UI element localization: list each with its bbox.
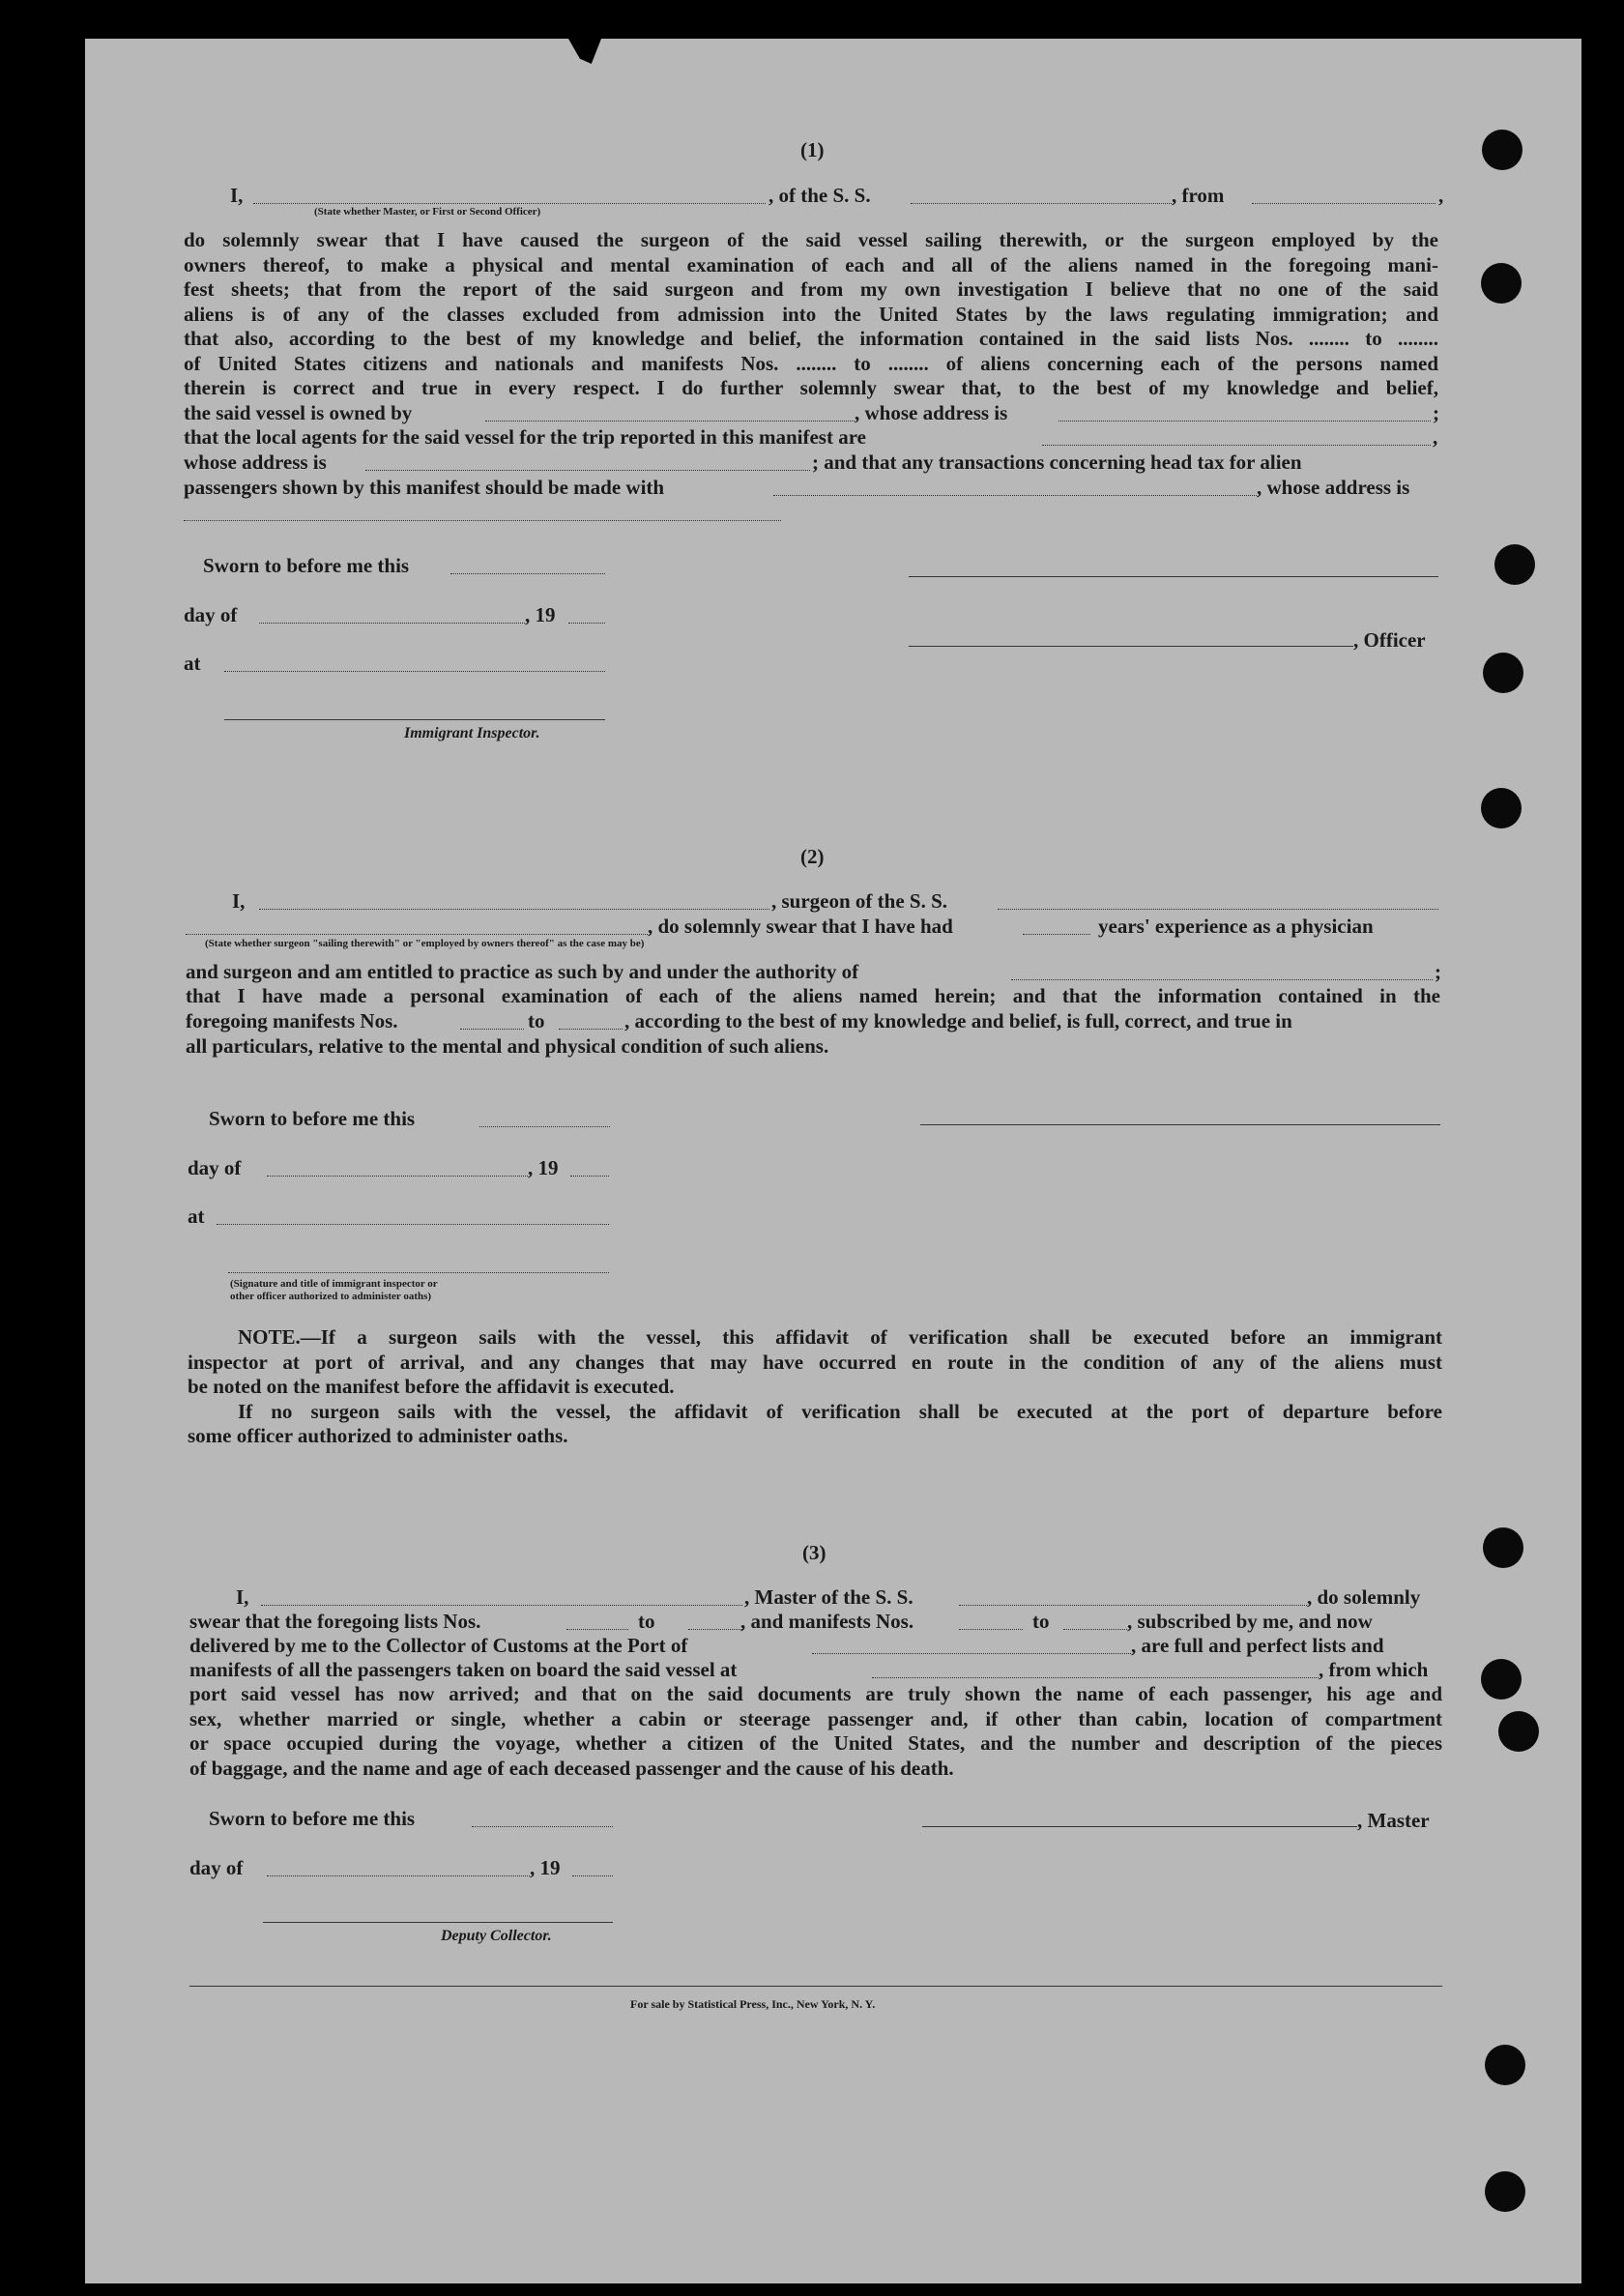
punch-hole xyxy=(1494,544,1535,585)
s2-line1-i: I, xyxy=(232,889,246,913)
s2-line6: all particulars, relative to the mental and physical condition of such aliens. xyxy=(186,1034,829,1058)
s2-surgeon-type-field[interactable] xyxy=(186,934,648,935)
note-line: inspector at port of arrival, and any changes that may have occurred en route in the condition of any of the aliens must xyxy=(188,1350,1442,1374)
s3-line4-b: , from which xyxy=(1319,1658,1429,1681)
s2-surgeon-of-ss: , surgeon of the S. S. xyxy=(771,889,948,913)
s1-p-line: aliens is of any of the classes excluded from admission into the United States by the laws regulating immigration; and xyxy=(184,302,1438,326)
s3-sworn-label: Sworn to before me this xyxy=(209,1807,416,1830)
s2-surgeon-note: (State whether surgeon "sailing therewith" or "employed by owners thereof" as the case may be) xyxy=(205,938,645,949)
s2-at-field[interactable] xyxy=(217,1224,609,1225)
s1-owned-by: the said vessel is owned by xyxy=(184,401,413,424)
s2-line2-a: , do solemnly swear that I have had xyxy=(648,915,953,938)
s2-dayof-label: day of xyxy=(188,1156,242,1179)
s1-line1-i: I, xyxy=(230,184,244,207)
s1-inspector-label: Immigrant Inspector. xyxy=(404,725,540,741)
s1-head-tax-address-field[interactable] xyxy=(184,520,781,521)
s3-line2-c: , and manifests Nos. xyxy=(740,1610,914,1633)
s3-p-line: of baggage, and the name and age of each deceased passenger and the cause of his death. xyxy=(189,1756,954,1780)
s1-head-tax-party-field[interactable] xyxy=(773,495,1257,496)
s1-sworn-label: Sworn to before me this xyxy=(203,554,410,577)
s1-line1-comma: , xyxy=(1438,184,1444,207)
s3-line2-b: to xyxy=(638,1610,655,1633)
s2-at-label: at xyxy=(188,1205,205,1228)
s1-dayof-label: day of xyxy=(184,603,238,626)
s3-master-of-ss: , Master of the S. S. xyxy=(744,1585,914,1609)
s1-inspector-line[interactable] xyxy=(224,719,605,720)
s3-lists-to-field[interactable] xyxy=(688,1629,742,1630)
s1-head-tax: ; and that any transactions concerning head tax for alien xyxy=(812,450,1302,474)
s1-passengers-address-label: , whose address is xyxy=(1257,476,1410,499)
s1-sworn-field[interactable] xyxy=(450,573,605,574)
s2-line5-b: to xyxy=(528,1009,545,1032)
s1-owned-semicolon: ; xyxy=(1433,401,1439,424)
s1-agents: that the local agents for the said vessel for the trip reported in this manifest are xyxy=(184,425,866,449)
s1-ship-name-field[interactable] xyxy=(911,203,1172,204)
s2-years-field[interactable] xyxy=(1023,934,1090,935)
s3-lists-from-field[interactable] xyxy=(566,1629,628,1630)
note-paragraph xyxy=(188,1325,1442,1449)
s1-p-line: therein is correct and true in every respect. I do further solemnly swear that, to the best of my knowledge and belief, xyxy=(184,376,1438,399)
s2-line4-wrap xyxy=(186,984,1440,1009)
s2-manifest-from-field[interactable] xyxy=(460,1029,524,1030)
note-line: be noted on the manifest before the affidavit is executed. xyxy=(188,1375,675,1398)
s1-line1-from: , from xyxy=(1172,184,1225,207)
s3-line1-i: I, xyxy=(236,1585,249,1609)
s3-year-label: , 19 xyxy=(530,1856,561,1879)
s2-line2-b: years' experience as a physician xyxy=(1098,915,1374,938)
s2-line3-b: ; xyxy=(1435,960,1441,983)
s1-at-label: at xyxy=(184,652,201,675)
s1-agents-address-field[interactable] xyxy=(365,470,810,471)
s2-sworn-label: Sworn to before me this xyxy=(209,1107,416,1130)
s1-p-line: owners thereof, to make a physical and mental examination of each and all of the aliens named in the foregoing mani- xyxy=(184,252,1438,276)
s2-sig-note-2: other officer authorized to administer oaths) xyxy=(230,1291,432,1302)
s1-whose-address: whose address is xyxy=(184,450,327,474)
section-1-number: (1) xyxy=(800,138,825,161)
s3-deputy-label: Deputy Collector. xyxy=(441,1928,552,1944)
s2-year-label: , 19 xyxy=(528,1156,559,1179)
s2-line5-c: , according to the best of my knowledge and belief, is full, correct, and true in xyxy=(624,1009,1292,1032)
s1-signature-line[interactable] xyxy=(909,576,1438,577)
s3-year-field[interactable] xyxy=(572,1875,613,1876)
s2-signature-line[interactable] xyxy=(920,1124,1440,1125)
s2-line3-a: and surgeon and am entitled to practice as such by and under the authority of xyxy=(186,960,859,983)
s3-boarded-at-field[interactable] xyxy=(872,1677,1319,1678)
section-3-number: (3) xyxy=(802,1541,826,1564)
s1-line1-ss: , of the S. S. xyxy=(768,184,871,207)
s1-master-name-field[interactable] xyxy=(253,203,766,204)
s3-master-signature-line[interactable] xyxy=(922,1826,1357,1827)
s3-line3-a: delivered by me to the Collector of Customs at the Port of xyxy=(189,1634,688,1657)
s1-p-line: do solemnly swear that I have caused the surgeon of the said vessel sailing therewith, or the surgeon employed by the xyxy=(184,228,1438,251)
s2-day-field[interactable] xyxy=(267,1176,528,1177)
note-line: If no surgeon sails with the vessel, the affidavit of verification shall be executed at the port of departure before xyxy=(238,1399,1442,1423)
punch-hole xyxy=(1485,2045,1525,2085)
s3-day-field[interactable] xyxy=(267,1875,530,1876)
s2-sworn-field[interactable] xyxy=(479,1126,610,1127)
s1-day-field[interactable] xyxy=(259,623,525,624)
punch-hole xyxy=(1481,1659,1522,1700)
footer-rule xyxy=(189,1986,1442,1987)
s2-line5-a: foregoing manifests Nos. xyxy=(186,1009,398,1032)
s1-from-port-field[interactable] xyxy=(1252,203,1436,204)
s3-manifests-to-field[interactable] xyxy=(1063,1629,1127,1630)
note-line: NOTE.—If a surgeon sails with the vessel, this affidavit of verification shall be executed before an immigrant xyxy=(238,1325,1442,1349)
s3-line2-d: to xyxy=(1032,1610,1050,1633)
punch-hole xyxy=(1498,1711,1539,1752)
punch-hole xyxy=(1485,2171,1525,2212)
s1-owner-address-label: , whose address is xyxy=(855,401,1008,424)
s3-p-line: sex, whether married or single, whether a cabin or steerage passenger and, if other than cabin, location of compartment xyxy=(189,1706,1442,1730)
s1-p-line: that also, according to the best of my knowledge and belief, the information contained in the said lists Nos. ........ to ........ xyxy=(184,327,1438,350)
s3-do-solemnly: , do solemnly xyxy=(1307,1585,1421,1609)
s1-p-line: fest sheets; that from the report of the said surgeon and from my own investigation I believe that no one of the said xyxy=(184,277,1438,301)
s1-master-note: (State whether Master, or First or Second Officer) xyxy=(314,206,541,218)
s3-sworn-field[interactable] xyxy=(472,1826,613,1827)
s2-authority-field[interactable] xyxy=(1011,979,1433,980)
s2-inspector-sig-line[interactable] xyxy=(228,1272,609,1273)
s3-p-line: port said vessel has now arrived; and that on the said documents are truly shown the name of each passenger, his age and xyxy=(189,1682,1442,1705)
s3-dayof-label: day of xyxy=(189,1856,244,1879)
s2-manifest-to-field[interactable] xyxy=(559,1029,623,1030)
s3-master-name-field[interactable] xyxy=(261,1605,742,1606)
note-line: some officer authorized to administer oaths. xyxy=(188,1424,568,1447)
s1-p-line: of United States citizens and nationals and manifests Nos. ........ to ........ of aliens concerning each of the persons named xyxy=(184,351,1438,375)
s2-surgeon-name-field[interactable] xyxy=(259,909,769,910)
s3-line3-b: , are full and perfect lists and xyxy=(1131,1634,1384,1657)
s2-line4: that I have made a personal examination of each of the aliens named herein; and that the information contained in the xyxy=(186,984,1440,1007)
s1-agents-field[interactable] xyxy=(1042,445,1431,446)
punch-hole xyxy=(1483,1527,1523,1568)
s3-ship-name-field[interactable] xyxy=(959,1605,1307,1606)
s1-officer-line[interactable] xyxy=(909,646,1353,647)
s1-year-field[interactable] xyxy=(568,623,605,624)
s1-officer-label: , Officer xyxy=(1353,628,1426,652)
punch-hole xyxy=(1481,263,1522,304)
s3-p-line: or space occupied during the voyage, whether a citizen of the United States, and the number and description of the pieces xyxy=(189,1731,1442,1755)
s3-line2-e: , subscribed by me, and now xyxy=(1127,1610,1373,1633)
punch-hole xyxy=(1482,130,1522,170)
footer-imprint: For sale by Statistical Press, Inc., New York, N. Y. xyxy=(630,1997,876,2011)
s2-year-field[interactable] xyxy=(570,1176,609,1177)
s1-oath-paragraph xyxy=(184,228,1438,401)
s3-line2-a: swear that the foregoing lists Nos. xyxy=(189,1610,481,1633)
s2-sig-note-1: (Signature and title of immigrant inspector or xyxy=(230,1278,438,1290)
punch-hole xyxy=(1483,653,1523,693)
s3-paragraph xyxy=(189,1682,1442,1781)
s2-ship-name-field[interactable] xyxy=(998,909,1438,910)
punch-hole xyxy=(1481,788,1522,828)
s1-year-label: , 19 xyxy=(525,603,556,626)
s3-port-field[interactable] xyxy=(812,1653,1131,1654)
s3-line4-a: manifests of all the passengers taken on board the said vessel at xyxy=(189,1658,738,1681)
s3-master-label: , Master xyxy=(1357,1809,1430,1832)
section-2-number: (2) xyxy=(800,845,825,868)
s1-at-field[interactable] xyxy=(224,671,605,672)
s1-agents-comma: , xyxy=(1433,425,1438,449)
s3-deputy-signature-line[interactable] xyxy=(263,1922,613,1923)
s1-passengers: passengers shown by this manifest should be made with xyxy=(184,476,665,499)
s3-manifests-from-field[interactable] xyxy=(959,1629,1023,1630)
